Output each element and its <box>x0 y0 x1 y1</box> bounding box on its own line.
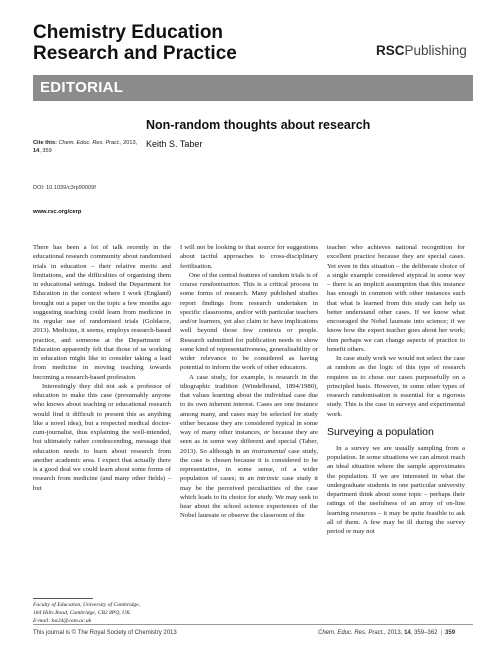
cite-label: Cite this: <box>33 140 57 146</box>
journal-title: Chemistry Education Research and Practice <box>33 22 237 64</box>
paragraph: teacher who achieves national recognition for excellent practice because they are special cases. Yet even in this situation – the deliberate choice of a single example considered atypical in some way – there is an implicit assumption that this instance has enough in common with other instances such that what is learned from this study can help us better understand other cases. If we know what encouraged the Nobel laureate into science; if we know how the expert teacher goes about her work; then perhaps we can change aspects of practice to benefit others. <box>327 244 465 353</box>
doi: DOI: 10.1039/c3rp90009f <box>33 185 96 191</box>
article-title: Non-random thoughts about research <box>146 118 371 132</box>
paragraph: In case study work we would not select the case at random as the logic of this type of research requires us to chose our cases purposefully on a principled basis. However, in some other types of research randomisation is essential for a rigorous study. This is the case in surveys and experimental work. <box>327 355 465 418</box>
footer-copyright: This journal is © The Royal Society of Chemistry 2013 <box>33 630 177 636</box>
paragraph: There has been a lot of talk recently in the educational research community about randomised trials in education – their relative merits and limitations, and the difficulties of organising them in educational settings. Indeed the Department for Education in the context where I work (England) brought out a paper on the topic a few months ago suggesting teaching could learn from medicine in its regular use of randomised trials (Goldacre, 2013). Medicine, it seems, employs research-based practice, and someone at the Department of Education apparently felt that those of us working in education might like to consider taking a lead from medicine in moving teaching towards becoming a research-based profession. <box>33 244 171 381</box>
section-heading: Surveying a population <box>327 425 434 438</box>
paragraph: In a survey we are usually sampling from a population. In some situations we can almost reach an ideal situation where the sample approximates the population. If we are interested in what the undergraduate students in one particular university department think about some topic – perhaps their ratings of the usefulness of an array of on-line learning resources – it may be quite feasible to ask all of them. A few may be ill during the survey period or may not <box>327 444 465 535</box>
journal-url[interactable]: www.rsc.org/cerp <box>33 209 82 215</box>
cite-year: , 2013, <box>120 140 138 146</box>
paragraph: A case study, for example, is research in the idiographic tradition (Windelbrand, 1894/1980), that values learning about the individual case due to its own inherent interest. Cases are one instance among many, and cases may be selected for study either because they are considered typical in some way of many other instances, or because they are seen as in some way different and special (Taber, 2013). So although in an instrumental case study, the case is chosen because it is considered to be representative, in some sense, of a wider population of cases; in an intrinsic case study it may be the perceived peculiarities of the case which leads to its choice for study. We may seek to hear about the school science experiences of the Nobel laureate or observe the classroom of the <box>180 373 318 520</box>
footer-citation: Chem. Educ. Res. Pract., 2013, 14, 359–362 | 359 <box>318 630 456 636</box>
paragraph: One of the central features of random trials is of course randomisation. This is a critical process in some forms of research. Many published studies report findings from research undertaken in specific classrooms, and/or with particular teachers and/or learners, yet also claim to have implications well beyond those few contexts or people. Research submitted for publication needs to show some kind of representativeness, generalisability or wider relevance to be considered as having potential to inform the work of other educators. <box>180 271 318 372</box>
footer-divider <box>33 624 473 625</box>
author-name: Keith S. Taber <box>146 139 203 149</box>
author-email[interactable]: E-mail: kst24@cam.ac.uk <box>33 617 92 624</box>
body-column-1 <box>33 243 171 493</box>
publisher-prefix: RSC <box>376 43 405 58</box>
footer-separator: | <box>440 630 443 636</box>
author-affiliation: Faculty of Education, University of Cambridge, 184 Hills Road, Cambridge, CB2 8PQ, UK. E-mail: kst24@cam.ac.uk <box>33 602 173 625</box>
body-column-2 <box>180 243 318 521</box>
page-number: 359 <box>445 630 456 636</box>
citation-block <box>33 139 143 155</box>
publisher-suffix: Publishing <box>404 43 467 58</box>
paragraph: I will not be looking to that source for suggestions about tactful approaches to cross-disciplinary fertilisation. <box>180 244 318 270</box>
cite-volume: 14 <box>33 148 40 154</box>
body-column-3 <box>327 243 465 536</box>
cite-journal: Chem. Educ. Res. Pract. <box>58 140 121 146</box>
paragraph: Interestingly they did not ask a professor of education to make this case (presumably anyone who knows about teaching or educational research would find it difficult to present this as anything like a novel idea), but a respected medical doctor-cum-journalist, thus explaining the well-intended, but ultimately rather condescending, message that education needs to learn about research from another academic area. I expect that actually there is a good deal we could learn about some forms of research from medicine (and many other fields) – but <box>33 382 171 492</box>
cite-pages: , 359 <box>39 148 52 154</box>
publisher-logo <box>376 43 467 58</box>
affiliation-divider <box>33 598 93 599</box>
section-label-bar: EDITORIAL <box>33 75 473 101</box>
